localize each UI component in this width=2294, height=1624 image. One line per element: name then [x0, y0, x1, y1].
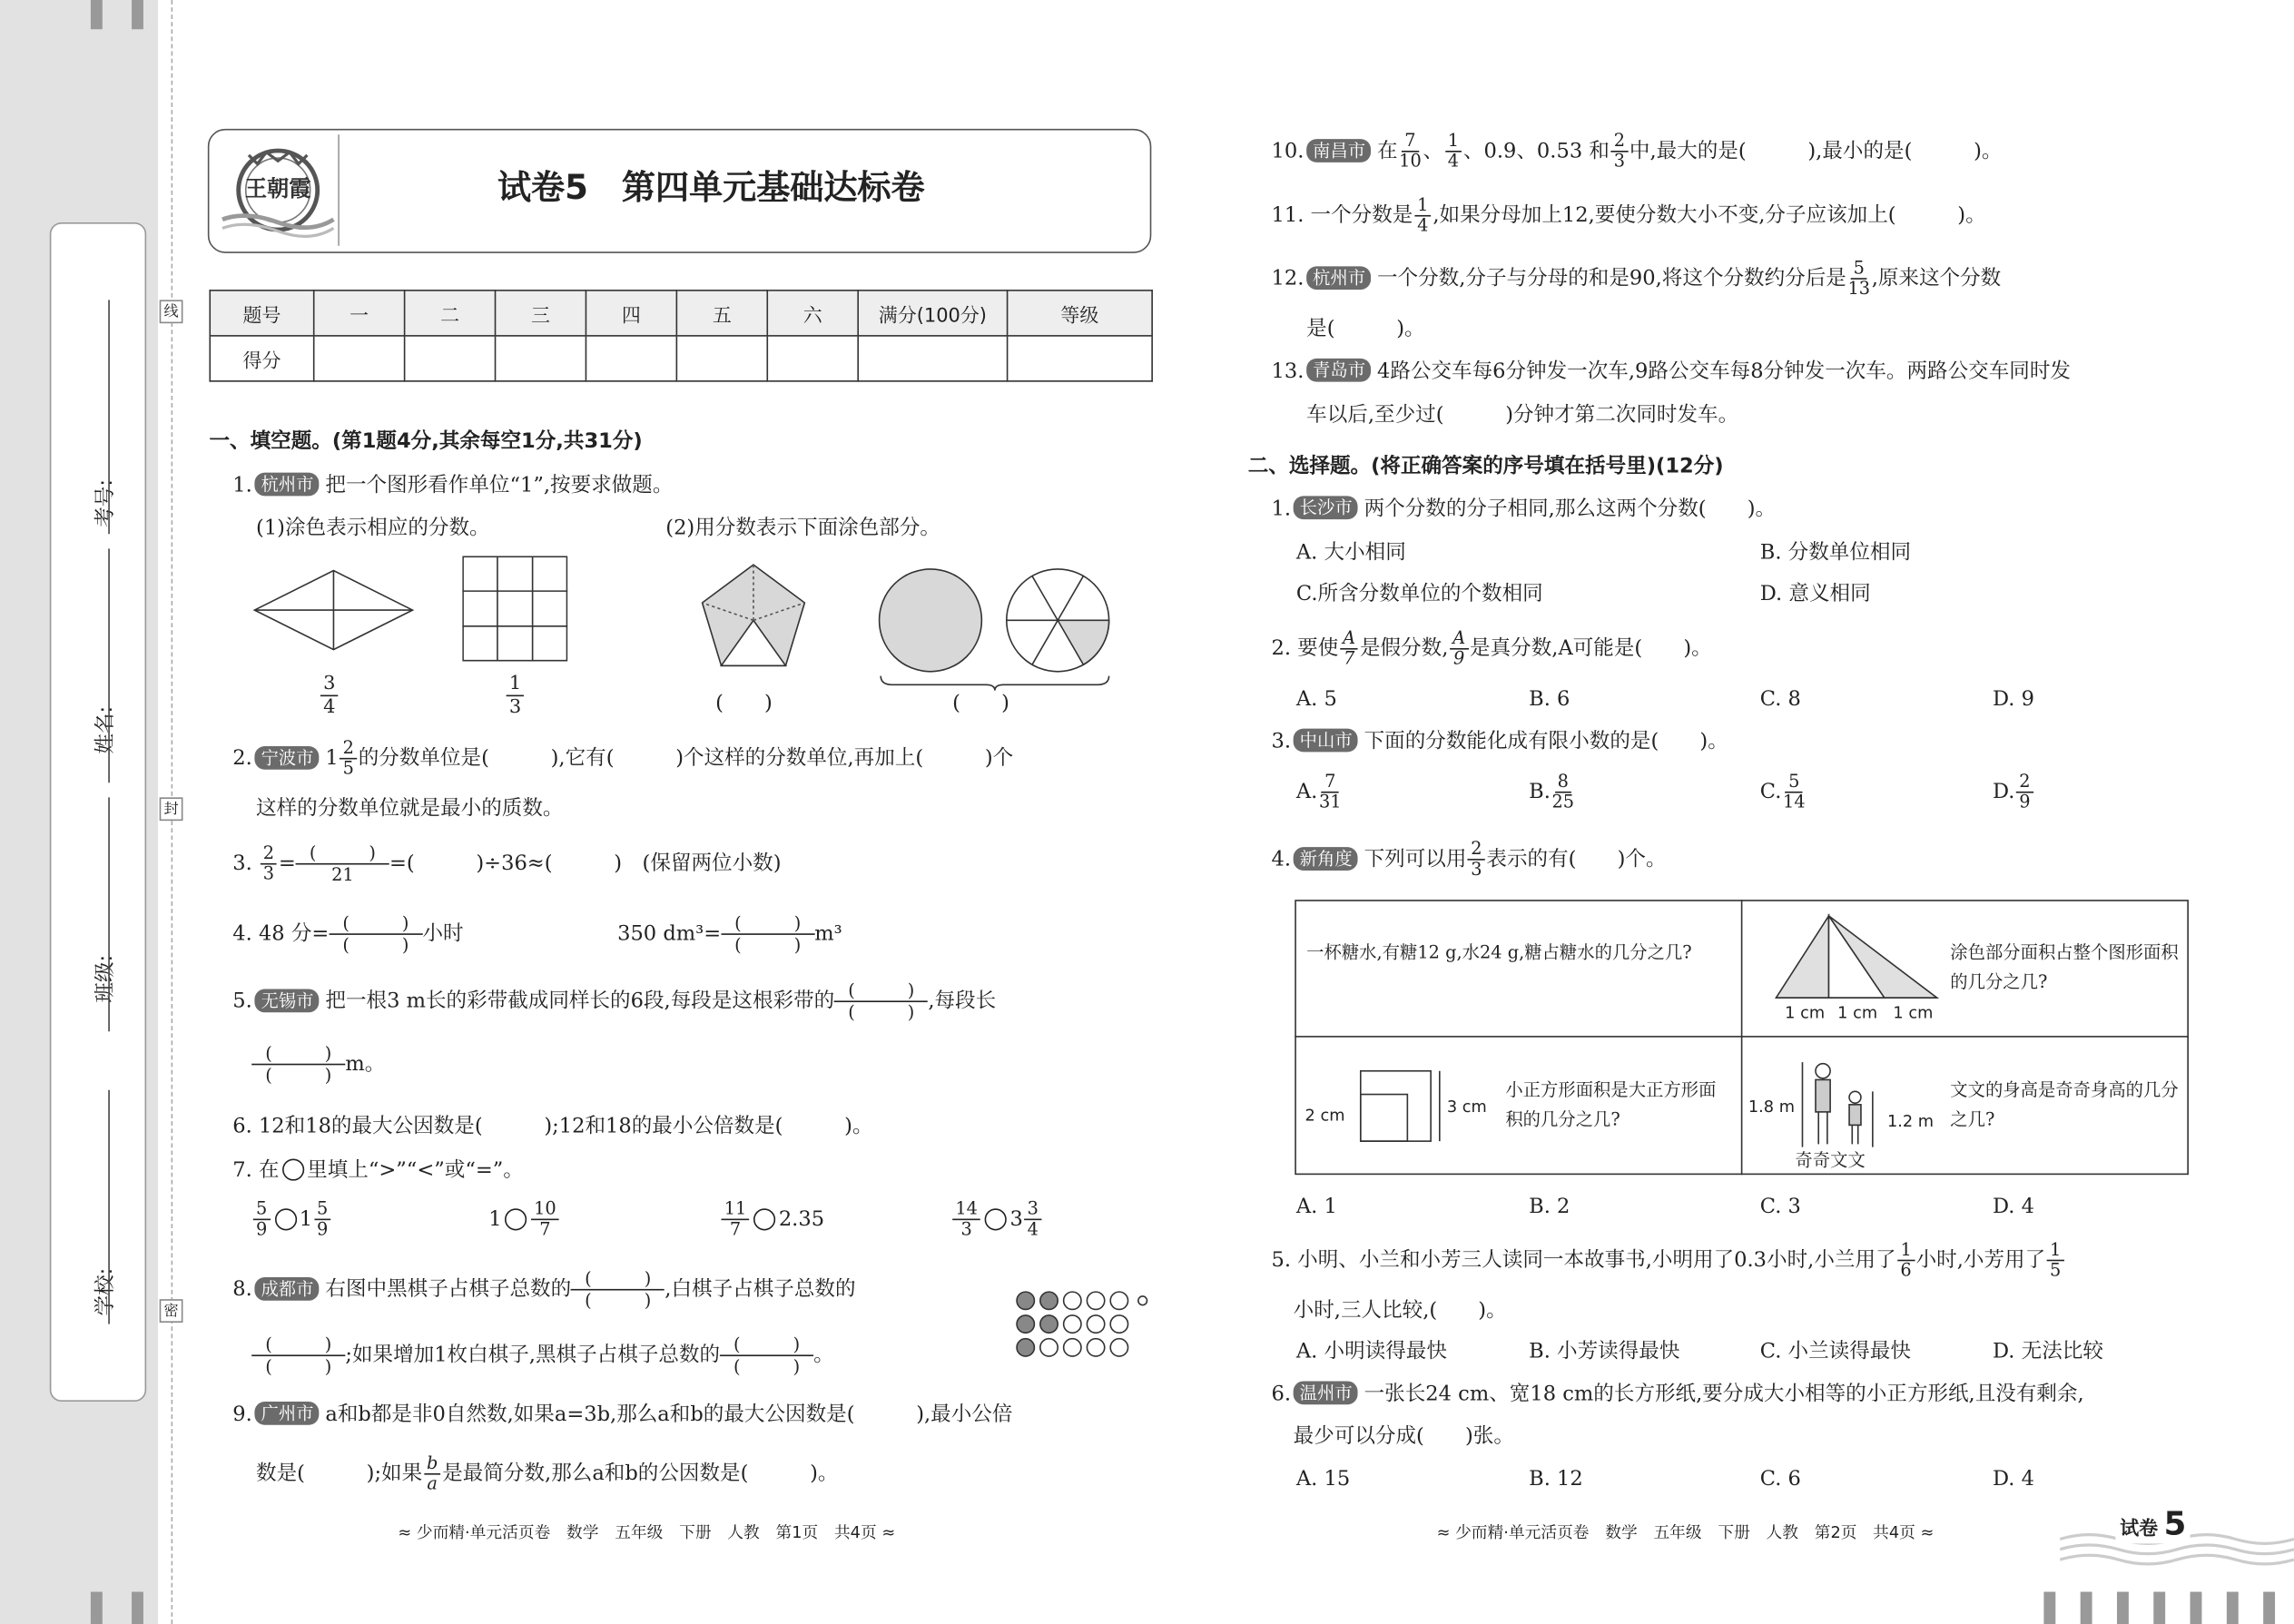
- q9-text2b: 是最简分数,那么a和b的公因数是( )。: [442, 1462, 839, 1486]
- chess-pieces-figure: [1014, 1289, 1148, 1363]
- q2-tag: 宁波市: [255, 745, 320, 769]
- score-cell[interactable]: [858, 336, 1007, 381]
- q5-blank-length[interactable]: ( ) ( ): [251, 1043, 345, 1086]
- q5-num: 5.: [232, 989, 252, 1014]
- student-info-box: [50, 222, 146, 1402]
- q4-blank-a[interactable]: ( ) ( ): [329, 913, 422, 956]
- q4b: [617, 913, 842, 956]
- c5-option-b[interactable]: B. 小芳读得最快: [1529, 1340, 1680, 1364]
- q5-unit: m。: [345, 1052, 386, 1077]
- q7-compare-3: $\frac{11}{7}$ 2.35: [720, 1200, 824, 1240]
- q7-text-b: 里填上“>”“<”或“=”。: [307, 1158, 524, 1183]
- c4-cell4-text: 文文的身高是奇奇身高的几分之几?: [1950, 1079, 2179, 1130]
- squares-figure: [1352, 1062, 1442, 1144]
- bottom-tick: [132, 1592, 143, 1624]
- c5-option-c[interactable]: C. 小兰读得最快: [1759, 1340, 1911, 1364]
- c6-tag: 温州市: [1294, 1381, 1358, 1404]
- xuexiao-line[interactable]: [108, 1090, 110, 1324]
- h2-label: 1.2 m: [1886, 1111, 1935, 1131]
- score-head: 三: [496, 290, 586, 336]
- c4-option-a[interactable]: A. 1: [1295, 1195, 1337, 1219]
- seal-char: 线: [160, 300, 183, 323]
- score-row-label: 得分: [210, 336, 313, 381]
- compare-circle[interactable]: [505, 1207, 527, 1229]
- q8-text2: ;如果增加1枚白棋子,黑棋子占棋子总数的: [345, 1343, 721, 1368]
- q4: [232, 913, 463, 956]
- cm-label: 1 cm: [1837, 1003, 1878, 1023]
- c4-cell2-text: 涂色部分面积占整个图形面积的几分之几?: [1950, 941, 2179, 992]
- q1: [232, 473, 673, 499]
- score-cell[interactable]: [1008, 336, 1153, 381]
- q4-b: 350 dm³=: [617, 922, 722, 946]
- q7-compare-4: $\frac{14}{3}$ 3 $\frac{3}{4}$: [951, 1200, 1043, 1240]
- q12-num: 12.: [1271, 267, 1305, 290]
- bottom-tick: [2263, 1592, 2275, 1624]
- q5-line2: [251, 1043, 385, 1086]
- top-tick: [132, 0, 143, 29]
- c5-line2: 小时,三人比较,( )。: [1293, 1299, 1507, 1323]
- bottom-tick: [2191, 1592, 2202, 1624]
- q5-tag: 无锡市: [255, 989, 320, 1012]
- q12-line2: 是( )。: [1306, 317, 1425, 341]
- score-cell[interactable]: [767, 336, 858, 381]
- q1-sub1: (1)涂色表示相应的分数。: [256, 516, 490, 540]
- score-cell[interactable]: [676, 336, 767, 381]
- c4-cell3-text: 小正方形面积是大正方形面积的几分之几?: [1505, 1079, 1717, 1130]
- c6-option-c[interactable]: C. 6: [1759, 1467, 1801, 1491]
- compare-circle[interactable]: [753, 1207, 775, 1229]
- c6-option-b[interactable]: B. 12: [1529, 1467, 1583, 1491]
- q8: [232, 1268, 855, 1311]
- seal-char: 封: [160, 797, 183, 821]
- q1-num: 1.: [232, 474, 252, 497]
- q5-text1b: ,每段长: [928, 989, 997, 1014]
- q7-text: 7. 在: [232, 1158, 280, 1183]
- c6-option-d[interactable]: D. 4: [1992, 1467, 2035, 1491]
- xingming-label: 姓名:: [94, 705, 118, 754]
- logo-text: 王朝霞: [244, 175, 311, 202]
- c1: 1. 长沙市 两个分数的分子相同,那么这两个分数( )。: [1271, 497, 1777, 521]
- bottom-tick: [2117, 1592, 2129, 1624]
- c1-option-c[interactable]: C.所含分数单位的个数相同: [1295, 582, 1543, 606]
- c2-option-d[interactable]: D. 9: [1992, 687, 2035, 712]
- q1-fraction-1-3: 1 3: [507, 673, 525, 718]
- seal-char: 密: [160, 1299, 183, 1323]
- c3-option-c[interactable]: C. $\frac{5}{14}$: [1759, 771, 1806, 812]
- q11: 11. 一个分数是 $\frac{1}{4}$ ,如果分母加上12,要使分数大小不变,分子应该加上( )。: [1271, 194, 1986, 236]
- q1-fraction-3-4: 3 4: [320, 673, 339, 718]
- s3-label: 3 cm: [1446, 1097, 1487, 1117]
- c3: 3. 中山市 下面的分数能化成有限小数的是( )。: [1271, 730, 1728, 754]
- badge-number: 5: [2163, 1507, 2187, 1544]
- q7: [232, 1157, 524, 1184]
- q4-b-unit: m³: [814, 922, 842, 946]
- q8-text1: 右图中黑棋子占棋子总数的: [325, 1277, 572, 1302]
- score-cell[interactable]: [405, 336, 496, 381]
- q3-fraction: $\frac{2}{3}$: [261, 844, 278, 884]
- exam-badge: [2115, 1507, 2191, 1543]
- score-head: 一: [314, 290, 405, 336]
- q8-text2b: 。: [813, 1343, 834, 1368]
- q2-text1: 的分数单位是( ),它有( )个这样的分数单位,再加上( )个: [358, 746, 1014, 771]
- q2: [232, 739, 1013, 779]
- q8-blank-2[interactable]: ( ) ( ): [251, 1334, 345, 1377]
- q3-eq: =: [278, 851, 296, 876]
- q6: 6. 12和18的最大公因数是( );12和18的最小公倍数是( )。: [232, 1115, 873, 1138]
- page-title: 试卷5 第四单元基础达标卷: [497, 169, 925, 208]
- c1-tag: 长沙市: [1294, 496, 1358, 519]
- c6-line2: 最少可以分成( )张。: [1293, 1424, 1514, 1449]
- bottom-tick: [2153, 1592, 2165, 1624]
- score-table: [209, 290, 1152, 382]
- q10-tag: 南昌市: [1307, 138, 1372, 162]
- c2: 2. 要使 $\frac{A}{7}$ 是假分数, $\frac{A}{9}$ 是真分数,A可能是( )。: [1271, 627, 1712, 669]
- rhombus-figure[interactable]: [251, 567, 415, 652]
- q13-num: 13.: [1271, 359, 1305, 384]
- names-label: 奇奇文文: [1795, 1149, 1866, 1171]
- c4: 4. 新角度 下列可以用 $\frac{2}{3}$ 表示的有( )个。: [1271, 838, 1667, 880]
- q3: [232, 842, 781, 885]
- q3-blank-fraction[interactable]: ( ) 21: [296, 842, 389, 885]
- q9-tag: 广州市: [255, 1402, 320, 1425]
- grid-figure[interactable]: [462, 556, 567, 661]
- xingming-line[interactable]: [108, 548, 110, 782]
- q13-tag: 青岛市: [1307, 359, 1372, 382]
- q9-num: 9.: [232, 1403, 252, 1427]
- q4-blank-b[interactable]: ( ) ( ): [721, 913, 814, 956]
- c6: 6. 温州市 一张长24 cm、宽18 cm的长方形纸,要分成大小相等的小正方形纸,且没有剩余,: [1271, 1383, 2084, 1406]
- c3-tag: 中山市: [1294, 729, 1358, 753]
- score-head: 题号: [210, 290, 313, 336]
- c3-option-a[interactable]: A. $\frac{7}{31}$: [1295, 771, 1342, 812]
- q4-a-unit: 小时: [422, 922, 464, 946]
- q5-text1: 把一根3 m长的彩带截成同样长的6段,每段是这根彩带的: [325, 989, 835, 1014]
- score-cell[interactable]: [586, 336, 676, 381]
- c1-option-d[interactable]: D. 意义相同: [1759, 582, 1871, 606]
- c3-option-d[interactable]: D. $\frac{2}{9}$: [1993, 773, 2034, 812]
- score-head: 五: [676, 290, 767, 336]
- cm-label: 1 cm: [1893, 1003, 1934, 1023]
- q1-answer-paren[interactable]: ( ): [952, 692, 1009, 716]
- q8-tag: 成都市: [255, 1276, 320, 1300]
- circle-shaded-figure: [878, 567, 983, 673]
- footer-right: ≈ 少而精·单元活页卷 数学 五年级 下册 人教 第2页 共4页 ≈: [1436, 1522, 1935, 1542]
- c4-option-d[interactable]: D. 4: [1992, 1195, 2035, 1219]
- xuexiao-label: 学校:: [94, 1267, 118, 1316]
- q1-text: 把一个图形看作单位“1”,按要求做题。: [325, 474, 674, 497]
- q1-answer-paren[interactable]: ( ): [715, 692, 773, 716]
- q13-line2: 车以后,至少过( )分钟才第二次同时发车。: [1306, 403, 1739, 428]
- c4-grid-hline: [1295, 1036, 2189, 1038]
- footer-left: ≈ 少而精·单元活页卷 数学 五年级 下册 人教 第1页 共4页 ≈: [398, 1522, 896, 1542]
- q8-num: 8.: [232, 1277, 252, 1302]
- c3-option-b[interactable]: B. $\frac{8}{25}$: [1529, 771, 1575, 812]
- c4-cell1-text: 一杯糖水,有糖12 g,水24 g,糖占糖水的几分之几?: [1306, 941, 1692, 963]
- section2-title: 二、选择题。(将正确答案的序号填在括号里)(12分): [1247, 455, 1724, 479]
- bottom-tick: [91, 1592, 103, 1624]
- q7-compare-2: 1 $\frac{10}{7}$: [488, 1200, 560, 1240]
- q12-tag: 杭州市: [1307, 266, 1372, 290]
- c5: 5. 小明、小兰和小芳三人读同一本故事书,小明用了0.3小时,小兰用了 $\frac{1}{6}$ 小时,小芳用了 $\frac{1}{5}$: [1271, 1241, 2065, 1281]
- cm-label: 1 cm: [1785, 1003, 1826, 1023]
- triangle-figure: [1773, 913, 1940, 1001]
- compare-circle[interactable]: [985, 1207, 1007, 1229]
- banji-label: 班级:: [94, 954, 118, 1003]
- score-head: 满分(100分): [858, 290, 1007, 336]
- q2-fraction: $\frac{2}{5}$: [340, 739, 357, 779]
- q2-text2: 这样的分数单位就是最小的质数。: [256, 797, 564, 822]
- bottom-tick: [2227, 1592, 2239, 1624]
- people-figure: [1797, 1057, 1887, 1150]
- c4-option-b[interactable]: B. 2: [1529, 1195, 1570, 1219]
- score-head: 四: [586, 290, 676, 336]
- c6-option-a[interactable]: A. 15: [1295, 1467, 1351, 1491]
- bottom-tick: [2081, 1592, 2092, 1624]
- h1-label: 1.8 m: [1748, 1097, 1795, 1117]
- kaohao-line[interactable]: [108, 300, 110, 534]
- q9-text1: a和b都是非0自然数,如果a=3b,那么a和b的最大公因数是( ),最小公倍: [325, 1403, 1013, 1427]
- q9: [232, 1402, 1012, 1428]
- c5-option-a[interactable]: A. 小明读得最快: [1295, 1340, 1447, 1364]
- score-cell[interactable]: [314, 336, 405, 381]
- q8-blank-3[interactable]: ( ) ( ): [720, 1334, 813, 1377]
- q8-text1b: ,白棋子占棋子总数的: [665, 1277, 856, 1302]
- compare-circle[interactable]: [274, 1207, 296, 1229]
- score-head: 六: [767, 290, 858, 336]
- c1-option-b[interactable]: B. 分数单位相同: [1759, 541, 1912, 566]
- badge-label: 试卷: [2120, 1518, 2159, 1541]
- q7-circle: [282, 1158, 304, 1180]
- bottom-tick: [2043, 1592, 2055, 1624]
- q9-text2a: 数是( );如果: [256, 1462, 423, 1486]
- c2-option-b[interactable]: B. 6: [1529, 687, 1570, 712]
- q10: 10. 南昌市 在 $\frac{7}{10}$ 、 $\frac{1}{4}$ 、0.9、0.53 和 $\frac{2}{3}$ 中,最大的是( ),最小的是( )。: [1271, 130, 2003, 172]
- q5-blank-fraction[interactable]: ( ) ( ): [834, 980, 928, 1023]
- score-head: 等级: [1008, 290, 1153, 336]
- c2-option-a[interactable]: A. 5: [1295, 687, 1337, 712]
- c4-option-c[interactable]: C. 3: [1759, 1195, 1801, 1219]
- score-head: 二: [405, 290, 496, 336]
- kaohao-label: 考号:: [94, 479, 118, 527]
- q12: 12. 杭州市 一个分数,分子与分母的和是90,将这个分数约分后是 $\frac{5}{13}$ ,原来这个分数: [1271, 257, 2002, 299]
- q9-line2: 数是( );如果 $\frac{b}{a}$ 是最简分数,那么a和b的公因数是( )。: [256, 1452, 839, 1494]
- q8-blank-1[interactable]: ( ) ( ): [571, 1268, 665, 1311]
- q2-num: 2.: [232, 746, 252, 771]
- q4-num: 4.: [232, 922, 252, 946]
- c2-option-c[interactable]: C. 8: [1759, 687, 1801, 712]
- section1-title: 一、填空题。(第1题4分,其余每空1分,共31分): [209, 429, 643, 454]
- q4-a: 48 分=: [258, 922, 330, 946]
- q5: [232, 980, 996, 1023]
- q13: 13. 青岛市 4路公交车每6分钟发一次车,9路公交车每8分钟发一次车。两路公交车同时发: [1271, 359, 2071, 384]
- q3-num: 3.: [232, 851, 252, 876]
- q1-tag: 杭州市: [255, 473, 320, 497]
- q7-compare-1: $\frac{5}{9}$ 1 $\frac{5}{9}$: [251, 1200, 332, 1240]
- pentagon-figure: [699, 562, 807, 670]
- top-tick: [91, 0, 103, 29]
- banji-line[interactable]: [108, 797, 110, 1031]
- q1-sub2: (2)用分数表示下面涂色部分。: [665, 516, 941, 540]
- q3-rest: =( )÷36≈( ) (保留两位小数): [389, 851, 782, 876]
- c5-option-d[interactable]: D. 无法比较: [1992, 1340, 2103, 1364]
- circle-sixths-figure: [1005, 567, 1110, 673]
- c4-tag: 新角度: [1294, 846, 1358, 870]
- s2-label: 2 cm: [1305, 1106, 1345, 1126]
- c1-option-a[interactable]: A. 大小相同: [1295, 541, 1406, 566]
- score-cell[interactable]: [496, 336, 586, 381]
- q8-line2: [251, 1334, 834, 1377]
- q10-num: 10.: [1271, 139, 1305, 163]
- q2-whole: 1: [325, 746, 339, 771]
- brace: [878, 673, 1112, 690]
